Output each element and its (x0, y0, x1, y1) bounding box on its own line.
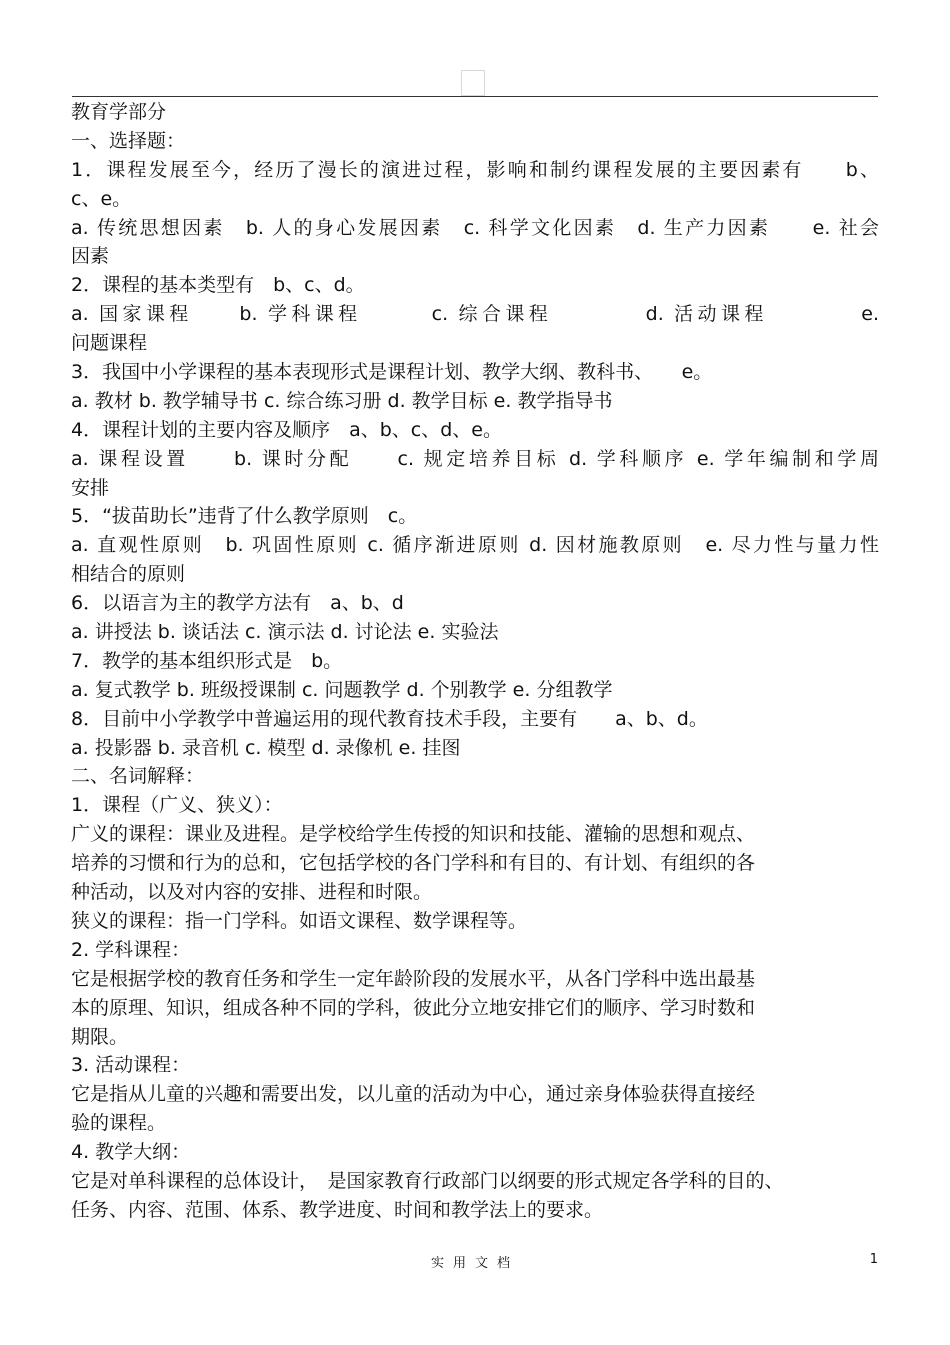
question-7-options: a. 复式教学 b. 班级授课制 c. 问题教学 d. 个别教学 e. 分组教学 (71, 678, 613, 701)
term-4-text: 它是对单科课程的总体设计， 是国家教育行政部门以纲要的形式规定各学科的目的、 (71, 1169, 784, 1192)
term-1-text: 种活动，以及对内容的安排、进程和时限。 (71, 881, 433, 904)
question-5: 5．“拔苗助长”违背了什么教学原则 c。 (71, 505, 418, 528)
section-title: 教育学部分 (71, 101, 167, 123)
question-7: 7．教学的基本组织形式是 b。 (71, 649, 343, 672)
section-heading-terms: 二、名词解释： (71, 765, 205, 788)
term-3-text: 它是指从儿童的兴趣和需要出发，以儿童的活动为中心，通过亲身体验获得直接经 (71, 1083, 756, 1106)
question-3-options: a. 教材 b. 教学辅导书 c. 综合练习册 d. 教学目标 e. 教学指导书 (71, 389, 613, 412)
page-number: 1 (869, 1252, 878, 1267)
question-6: 6．以语言为主的教学方法有 a、b、d (71, 592, 404, 615)
term-1-narrow: 狭义的课程：指一门学科。如语文课程、数学课程等。 (71, 909, 528, 932)
term-2-text: 本的原理、知识，组成各种不同的学科，彼此分立地安排它们的顺序、学习时数和 (71, 996, 756, 1019)
question-4-options: a. 课程设置 b. 课时分配 c. 规定培养目标 d. 学科顺序 e. 学年编制和学周 (71, 447, 879, 470)
term-1-title: 1．课程（广义、狭义）： (71, 794, 283, 817)
question-2-options: a. 国家课程 b. 学科课程 c. 综合课程 d. 活动课程 e. (71, 303, 879, 326)
question-5-options: a. 直观性原则 b. 巩固性原则 c. 循序渐进原则 d. 因材施教原则 e. 尽力性与量力性 (71, 534, 879, 557)
question-8: 8．目前中小学教学中普遍运用的现代教育技术手段，主要有 a、b、d。 (71, 707, 708, 730)
question-1-options: a. 传统思想因素 b. 人的身心发展因素 c. 科学文化因素 d. 生产力因素 e. 社会 (71, 216, 879, 239)
page-corner-marker (461, 70, 485, 96)
section-heading-choice: 一、选择题： (71, 129, 186, 152)
term-2-text: 期限。 (71, 1025, 129, 1048)
question-1-cont: c、e。 (71, 187, 132, 210)
header-rule (72, 96, 878, 97)
question-2: 2．课程的基本类型有 b、c、d。 (71, 274, 365, 297)
question-2-options-cont: 问题课程 (71, 332, 148, 355)
term-4-text: 任务、内容、范围、体系、教学进度、时间和教学法上的要求。 (71, 1198, 604, 1221)
term-1-text: 广义的课程：课业及进程。是学校给学生传授的知识和技能、灌输的思想和观点、 (71, 823, 756, 846)
term-3-title: 3. 活动课程： (71, 1054, 191, 1077)
document-body (71, 98, 879, 1225)
term-3-text: 验的课程。 (71, 1112, 167, 1135)
question-4: 4．课程计划的主要内容及顺序 a、b、c、d、e。 (71, 418, 502, 441)
question-8-options: a. 投影器 b. 录音机 c. 模型 d. 录像机 e. 挂图 (71, 736, 461, 759)
question-1: 1．课程发展至今，经历了漫长的演进过程，影响和制约课程发展的主要因素有 b、 (71, 158, 879, 181)
term-2-text: 它是根据学校的教育任务和学生一定年龄阶段的发展水平，从各门学科中选出最基 (71, 967, 756, 990)
question-6-options: a. 讲授法 b. 谈话法 c. 演示法 d. 讨论法 e. 实验法 (71, 621, 499, 644)
footer-label: 实用文档 (430, 1256, 519, 1271)
term-4-title: 4. 教学大纲： (71, 1141, 191, 1164)
question-3: 3．我国中小学课程的基本表现形式是课程计划、教学大纲、教科书、 e。 (71, 361, 713, 384)
question-1-options-cont: 因素 (71, 245, 110, 268)
question-5-options-cont: 相结合的原则 (71, 563, 186, 586)
term-2-title: 2. 学科课程： (71, 938, 191, 961)
term-1-text: 培养的习惯和行为的总和，它包括学校的各门学科和有目的、有计划、有组织的各 (71, 852, 756, 875)
question-4-options-cont: 安排 (71, 476, 110, 499)
